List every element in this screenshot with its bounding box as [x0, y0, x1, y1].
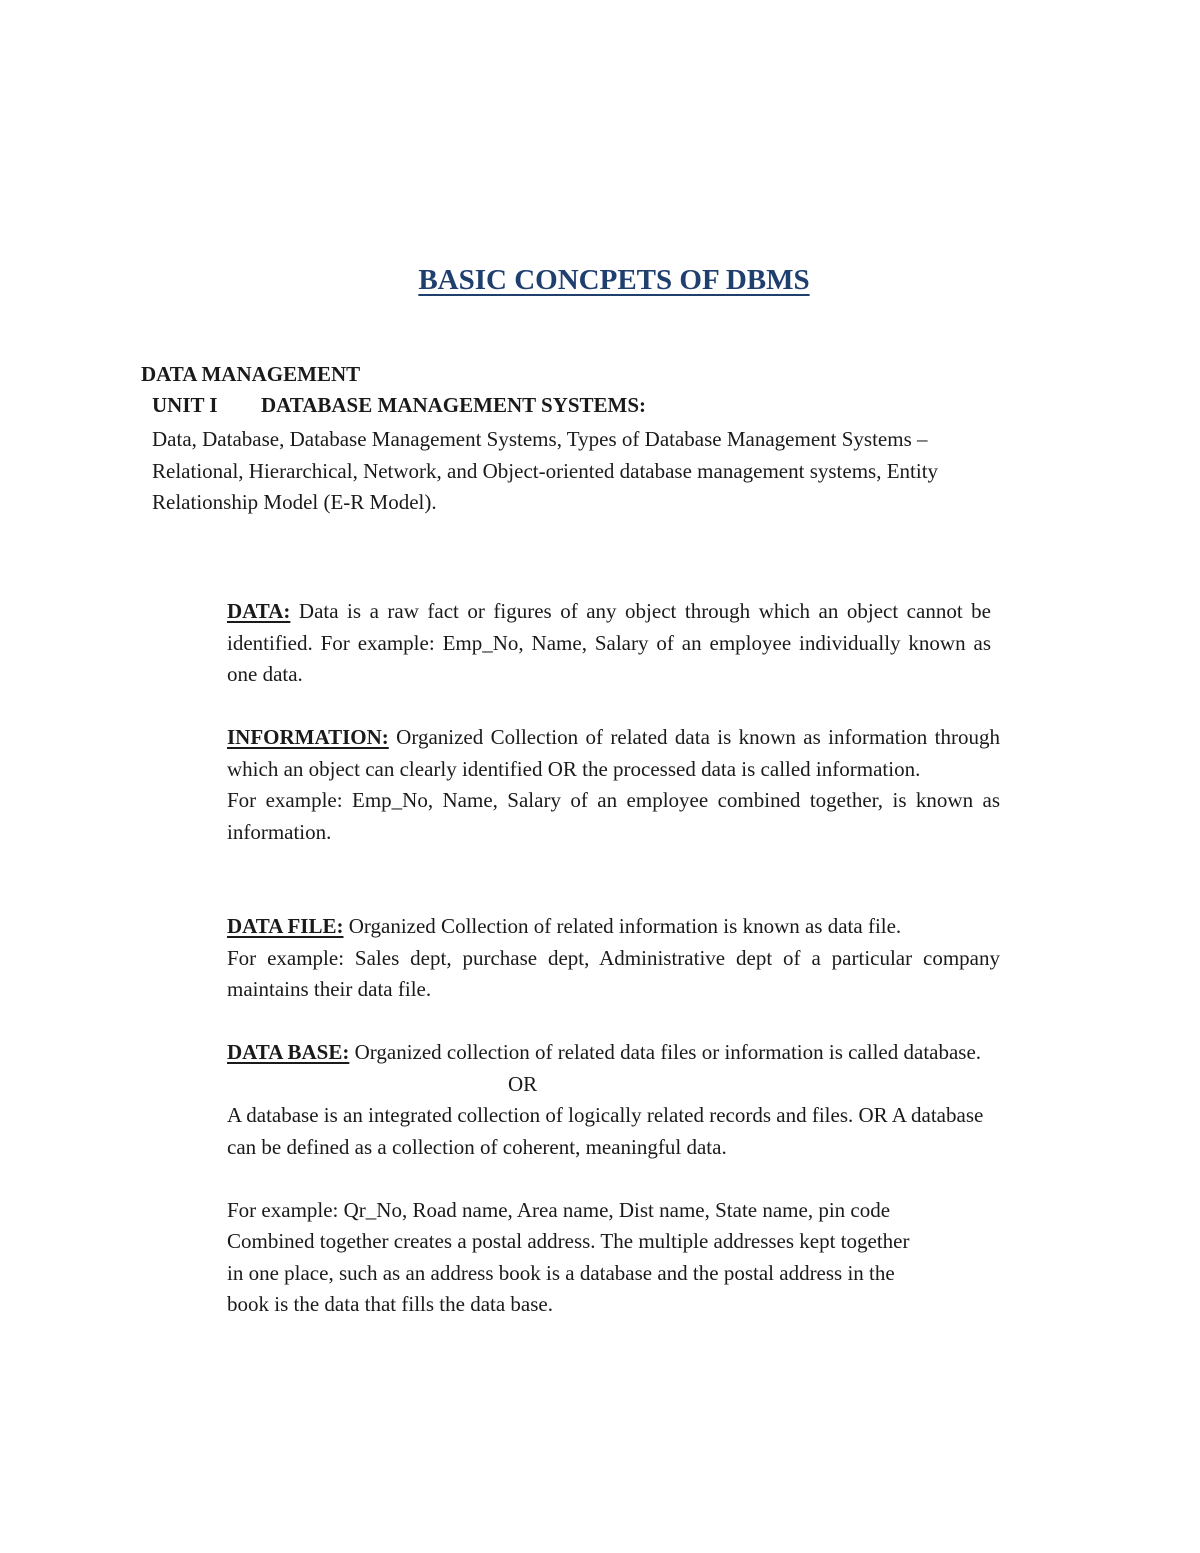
database-example-line: book is the data that fills the data base. — [227, 1292, 553, 1316]
datafile-definition-paragraph — [227, 911, 1000, 943]
datafile-definition-text: Organized Collection of related information is known as data file. — [343, 914, 902, 938]
information-definition-text: Organized Collection of related data is known as information through which an object can clearly identified OR the processed data is called information. — [227, 725, 1000, 781]
database-example-line: in one place, such as an address book is a database and the postal address in the — [227, 1260, 895, 1285]
term-data-file: DATA FILE: — [227, 914, 344, 938]
section-heading: DATA MANAGEMENT — [141, 362, 361, 386]
unit-heading — [152, 393, 646, 418]
information-definition — [227, 722, 1000, 848]
database-example-line: Combined together creates a postal address. The multiple addresses kept together — [227, 1229, 910, 1253]
term-data-base: DATA BASE: — [227, 1040, 350, 1064]
information-example: For example: Emp_No, Name, Salary of an employee combined together, is known as information. — [227, 788, 1000, 844]
unit-label: UNIT I — [152, 393, 218, 417]
term-data: DATA: — [227, 599, 291, 623]
datafile-definition — [227, 911, 1000, 1006]
database-definition — [227, 1037, 1059, 1321]
information-definition-paragraph — [227, 722, 1000, 785]
page-title: BASIC CONCPETS OF DBMS — [418, 264, 810, 296]
syllabus-line: Relational, Hierarchical, Network, and Object-oriented database management systems, Entity — [152, 458, 939, 483]
database-definition-text: Organized collection of related data files or information is called database. — [349, 1040, 982, 1064]
data-definition — [227, 596, 991, 691]
syllabus-text — [152, 424, 1052, 519]
database-example — [227, 1195, 1059, 1321]
data-definition-text: Data is a raw fact or figures of any object through which an object cannot be identified. For example: Emp_No, Name, Salary of an employee individually known as one data. — [227, 599, 991, 686]
datafile-example: For example: Sales dept, purchase dept, Administrative dept of a particular company maintains their data file. — [227, 945, 1000, 1001]
database-alt-definition: A database is an integrated collection of logically related records and files. OR A database can be defined as a collection of coherent, meaningful data. — [227, 1103, 984, 1159]
data-definition-paragraph — [227, 596, 991, 691]
unit-name: DATABASE MANAGEMENT SYSTEMS: — [261, 393, 647, 417]
database-definition-paragraph — [227, 1037, 1059, 1069]
syllabus-line: Relationship Model (E-R Model). — [152, 490, 437, 514]
or-separator: OR — [508, 1071, 538, 1096]
paragraph-spacer — [227, 1163, 1059, 1195]
term-information: INFORMATION: — [227, 725, 389, 749]
database-example-line: For example: Qr_No, Road name, Area name, Dist name, State name, pin code — [227, 1197, 891, 1222]
syllabus-line: Data, Database, Database Management Systems, Types of Database Management Systems – — [152, 427, 928, 451]
